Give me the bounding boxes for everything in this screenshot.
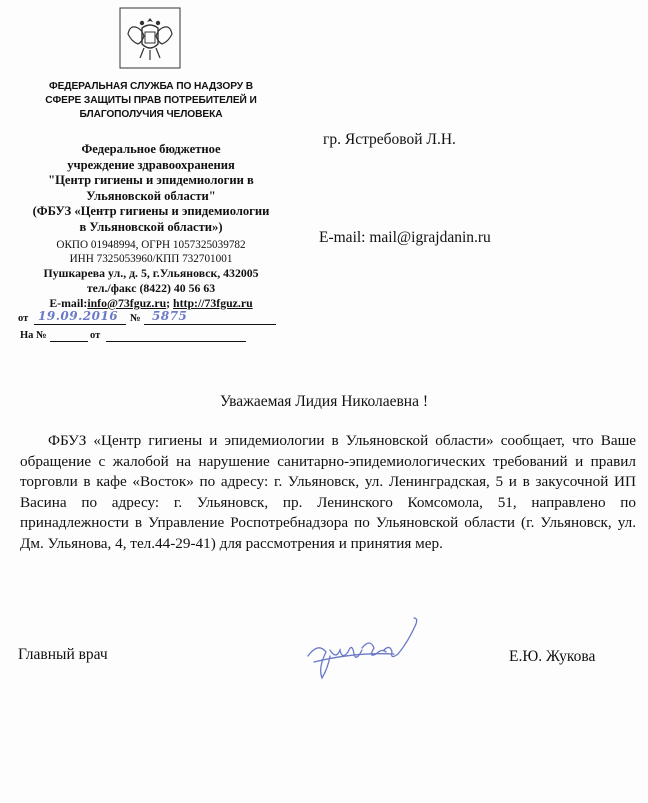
- reply-to-from-row: [90, 329, 100, 343]
- outgoing-number-label: №: [130, 313, 141, 324]
- outgoing-number-handwritten: 5875: [152, 309, 188, 323]
- handwritten-signature-icon: [300, 610, 425, 685]
- institution-contacts: [22, 266, 280, 311]
- institution-line: учреждение здравоохранения: [67, 157, 235, 172]
- signatory-name: Е.Ю. Жукова: [509, 648, 596, 665]
- outgoing-number-line: [144, 324, 276, 325]
- institution-line: "Центр гигиены и эпидемиологии в: [48, 173, 254, 187]
- signatory-title: Главный врач: [18, 646, 108, 663]
- agency-line: СФЕРЕ ЗАЩИТЫ ПРАВ ПОТРЕБИТЕЛЕЙ И: [45, 95, 257, 106]
- reply-to-date-line: [106, 341, 246, 342]
- outgoing-date-line: [34, 324, 126, 325]
- salutation: Уважаемая Лидия Николаевна !: [219, 393, 429, 410]
- agency-line: БЛАГОПОЛУЧИЯ ЧЕЛОВЕКА: [79, 109, 223, 120]
- outgoing-number-row: [130, 312, 141, 326]
- outgoing-row: [18, 312, 28, 326]
- recipient-email: E-mail: mail@igrajdanin.ru: [319, 229, 491, 246]
- registration-line: ИНН 7325053960/КПП 732701001: [69, 253, 233, 265]
- institution-line: (ФБУЗ «Центр гигиены и эпидемиологии: [32, 204, 270, 218]
- outgoing-reference: [18, 309, 278, 348]
- reply-to-from-label: от: [90, 330, 101, 341]
- reply-to-number-line: [50, 341, 88, 342]
- institution-name: [22, 142, 280, 235]
- agency-name: [22, 80, 280, 122]
- outgoing-date-handwritten: 19.09.2016: [38, 309, 119, 323]
- email-label: E-mail:: [49, 296, 88, 310]
- institution-website-link[interactable]: http://73fguz.ru: [173, 296, 253, 310]
- institution-line: Федеральное бюджетное: [81, 142, 221, 156]
- reply-to-row: [20, 329, 47, 343]
- agency-line: ФЕДЕРАЛЬНАЯ СЛУЖБА ПО НАДЗОРУ В: [49, 81, 253, 92]
- registration-line: ОКПО 01948994, ОГРН 1057325039782: [56, 239, 246, 251]
- institution-address: Пушкарева ул., д. 5, г.Ульяновск, 432005: [43, 266, 259, 280]
- institution-phone: тел./факс (8422) 40 56 63: [86, 281, 216, 295]
- coat-of-arms-icon: [118, 6, 182, 70]
- outgoing-from-label: от: [18, 313, 29, 324]
- institution-email-line: E-mail:info@73fguz.ru; http://73fguz.ru: [49, 296, 253, 310]
- reply-to-label: На №: [20, 330, 47, 341]
- letter-body: ФБУЗ «Центр гигиены и эпидемиологии в Ульяновской области» сообщает, что Ваше обращение с жалобой на нарушение санитарно-эпидемиологических требований и правил торговли в кафе «Восток» по адресу: г. Ульяновск, ул. Ленинградская, 5 и в закусочной ИП Васина по адресу: г. Ульяновск, пр. Ленинского Комсомола, 51, направлено по принадлежности в Управление Роспотребнадзора по Ульяновской области (г. Ульяновск, ул. Дм. Ульянова, 4, тел.44-29-41) для рассмотрения и принятия мер.: [20, 432, 636, 552]
- institution-line: в Ульяновской области»): [79, 219, 223, 234]
- institution-email-link[interactable]: info@73fguz.ru: [87, 296, 167, 310]
- registration-codes: [22, 238, 280, 266]
- addressee: гр. Ястребовой Л.Н.: [323, 131, 456, 148]
- institution-line: Ульяновской области": [86, 188, 216, 203]
